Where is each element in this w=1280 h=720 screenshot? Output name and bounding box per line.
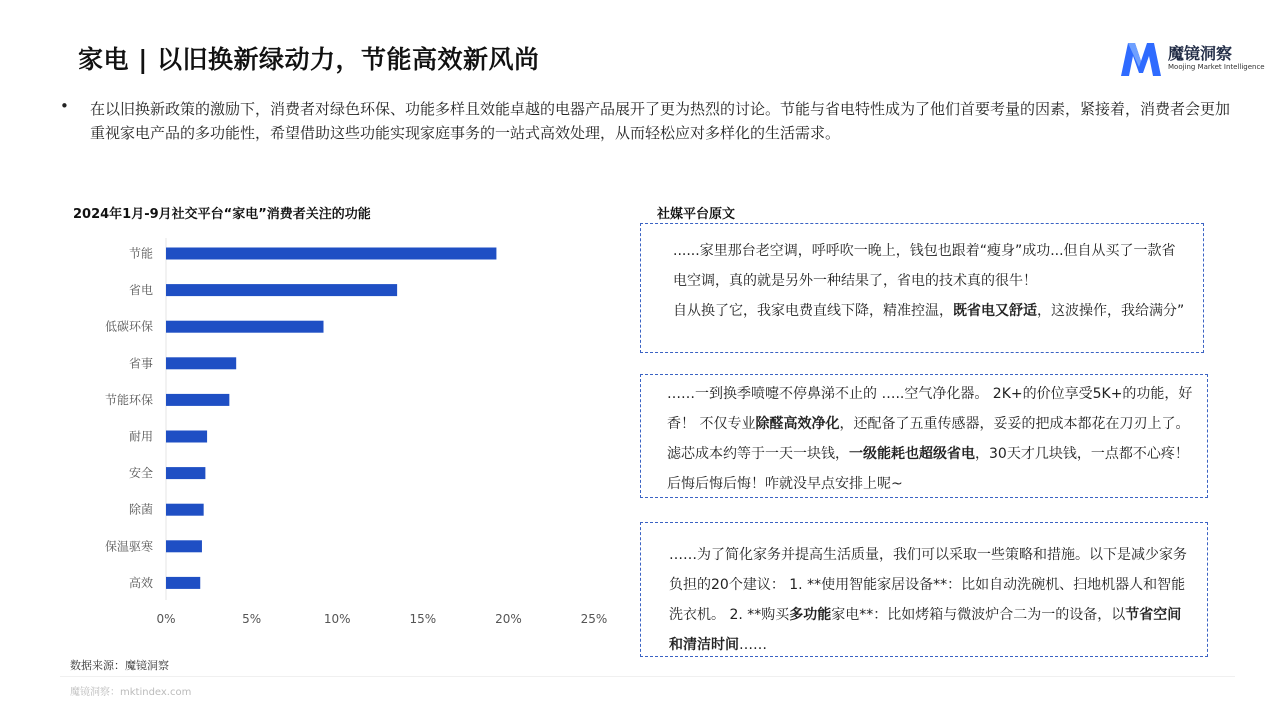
category-label: 安全 <box>128 466 153 481</box>
logo-subtitle: Moojing Market Intelligence <box>1168 63 1265 71</box>
quote-highlight: 节省空间和清洁时间 <box>669 607 1182 653</box>
bar <box>166 540 202 552</box>
footer-text: 魔镜洞察：mktindex.com <box>70 687 192 698</box>
quote-text: ，30天才几块钱，一点都不心疼！ 后悔后悔后悔！咋就没早点安排上呢~ <box>667 446 1189 492</box>
summary-text: 在以旧换新政策的激励下，消费者对绿色环保、功能多样且效能卓越的电器产品展开了更为热烈的讨论。节能与省电特性成为了他们首要考量的因素，紧接着，消费者会更加重视家电产品的多功能性，希望借助这些功能实现家庭事务的一站式高效处理，从而轻松应对多样化的生活需求。 <box>90 100 1231 142</box>
x-tick-label: 20% <box>495 612 522 626</box>
data-source: 数据来源：魔镜洞察 <box>70 659 169 672</box>
x-tick-label: 5% <box>242 612 262 626</box>
footer-divider <box>60 676 1235 677</box>
category-label: 保温驱寒 <box>104 539 153 554</box>
quote-text: ......家里那台老空调，呼呼吹一晚上，钱包也跟着“瘦身”成功...但自从买了一款省电空调，真的就是另外一种结果了，省电的技术真的很牛！ <box>673 243 1176 289</box>
bar <box>166 321 324 333</box>
bar <box>166 504 204 516</box>
quote-box-aircon <box>640 223 1204 353</box>
social-quotes-title: 社媒平台原文 <box>657 207 736 222</box>
category-label: 除菌 <box>128 502 153 517</box>
bar <box>166 577 200 589</box>
quote-highlight: 一级能耗也超级省电 <box>849 446 975 462</box>
bar <box>166 248 496 260</box>
bar <box>166 284 397 296</box>
category-label: 低碳环保 <box>104 319 153 334</box>
quote-text: ，这波操作，我给满分” <box>1037 303 1185 319</box>
page-title: 家电 | 以旧换新绿动力，节能高效新风尚 <box>78 45 540 74</box>
bullet-dot: • <box>60 97 69 115</box>
quote-text: …… <box>739 637 767 653</box>
quote-text: ……一到换季喷嚏不停鼻涕不止的 …..空气净化器。 2K+的价位享受5K+的功能，好香！ 不仅专业 <box>667 386 1193 432</box>
quote-highlight: 除醛高效净化 <box>755 416 840 432</box>
category-label: 省事 <box>128 356 153 371</box>
category-label: 高效 <box>128 575 153 590</box>
bar <box>166 431 207 443</box>
logo-m-icon <box>1118 40 1164 78</box>
x-tick-label: 15% <box>409 612 437 626</box>
x-tick-label: 0% <box>156 612 176 626</box>
category-label: 节能环保 <box>104 392 153 407</box>
brand-logo <box>1118 40 1265 80</box>
x-tick-label: 25% <box>580 612 608 626</box>
bar <box>166 467 205 479</box>
category-label: 节能 <box>128 246 153 261</box>
category-label: 耐用 <box>128 429 153 444</box>
bar <box>166 357 236 369</box>
quote-highlight: 既省电又舒适 <box>953 303 1037 319</box>
quote-text: 家电**：比如烤箱与微波炉合二为一的设备，以 <box>831 607 1126 623</box>
quote-box-air-purifier <box>640 374 1208 498</box>
bar-chart <box>60 230 620 630</box>
quote-box-housework <box>640 522 1208 657</box>
quote-highlight: 多功能 <box>789 607 832 623</box>
quote-text: ……为了简化家务并提高生活质量，我们可以采取一些策略和措施。以下是减少家务负担的20个建议： 1. **使用智能家居设备**：比如自动洗碗机、扫地机器人和智能洗衣机。 2. **购买 <box>669 547 1187 623</box>
quote-text: ，还配备了五重传感器，妥妥的把成本都花在刀刃上了。 滤芯成本约等于一天一块钱， <box>667 416 1190 462</box>
logo-name: 魔镜洞察 <box>1168 44 1233 63</box>
x-tick-label: 10% <box>323 612 351 626</box>
quote-text: 自从换了它，我家电费直线下降，精准控温， <box>673 303 953 319</box>
bar <box>166 394 229 406</box>
category-label: 省电 <box>128 283 153 298</box>
chart-title: 2024年1月-9月社交平台“家电”消费者关注的功能 <box>73 207 371 222</box>
